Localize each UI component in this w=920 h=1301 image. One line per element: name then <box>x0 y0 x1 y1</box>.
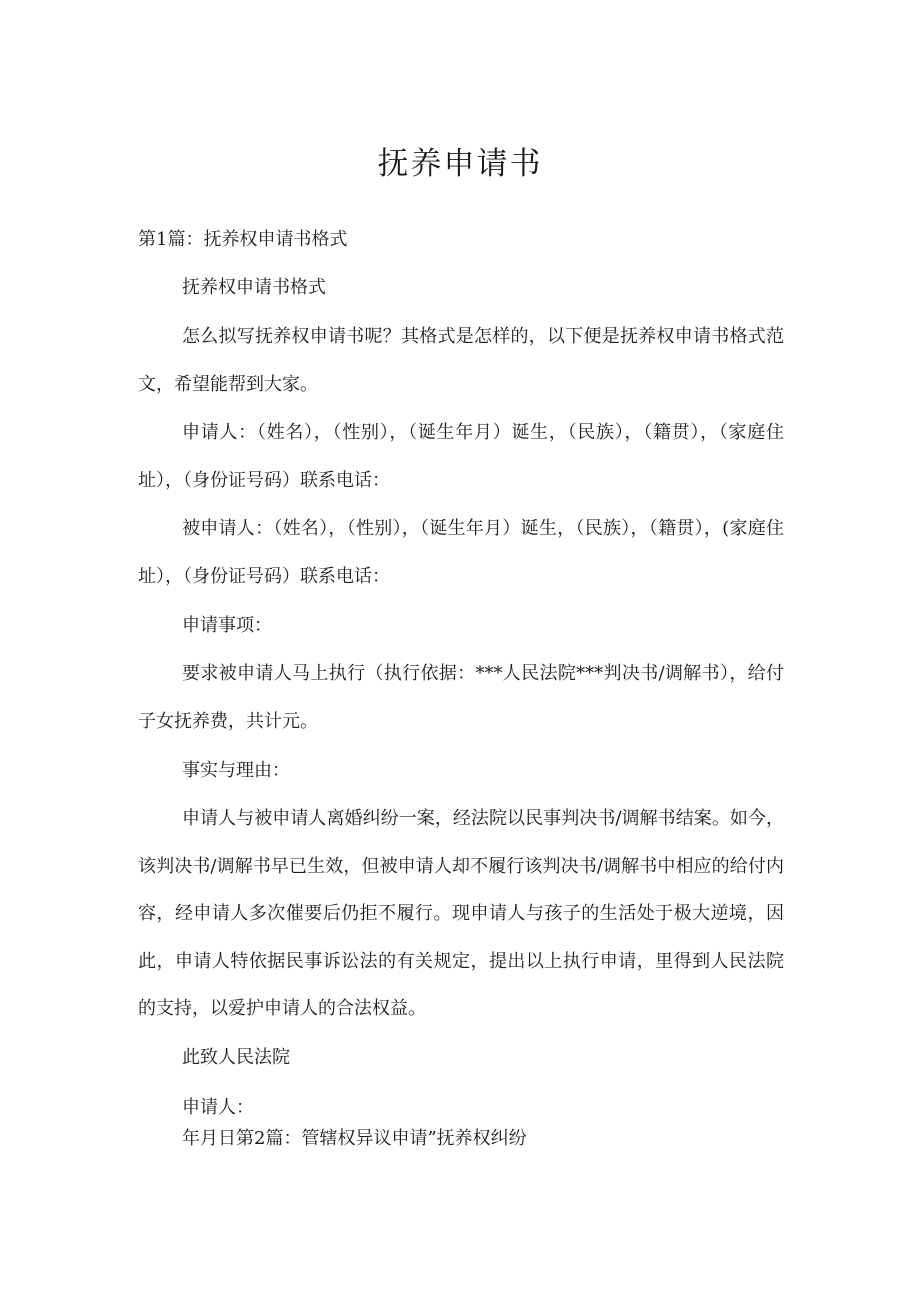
request-paragraph: 要求被申请人马上执行（执行依据：***人民法院***判决书/调解书），给付子女抚养费，共计元。 <box>138 663 784 732</box>
document-title: 抚养申请书 <box>377 146 543 182</box>
intro-paragraph: 怎么拟写抚养权申请书呢？其格式是怎样的，以下便是抚养权申请书格式范文，希望能帮到大家。 <box>138 326 784 395</box>
respondent-info-paragraph: 被申请人：（姓名），（性别），（诞生年月）诞生，（民族），（籍贯），(家庭住址），（身份证号码）联系电话： <box>138 518 784 587</box>
signature-label: 申请人： <box>182 1097 254 1118</box>
facts-paragraph: 申请人与被申请人离婚纠纷一案，经法院以民事判决书/调解书结案。如今，该判决书/调解书早已生效，但被申请人却不履行该判决书/调解书中相应的给付内容，经申请人多次催要后仍拒不履行。现申请人与孩子的生活处于极大逆境，因此，申请人特依据民事诉讼法的有关规定，提出以上执行申请，里得到人民法院的支持，以爱护申请人的合法权益。 <box>138 808 784 1020</box>
footer-line: 年月日第2篇：管辖权异议申请”抚养权纠纷 <box>182 1128 527 1149</box>
subheading: 抚养权申请书格式 <box>182 277 326 298</box>
facts-label: 事实与理由： <box>182 760 290 781</box>
applicant-info-paragraph: 申请人：（姓名），（性别），（诞生年月）诞生，（民族），（籍贯），（家庭住址），（身份证号码）联系电话： <box>138 422 784 491</box>
request-label: 申请事项： <box>182 615 272 636</box>
section-1-heading: 第1篇：抚养权申请书格式 <box>138 229 348 250</box>
closing-line: 此致人民法院 <box>182 1047 290 1068</box>
